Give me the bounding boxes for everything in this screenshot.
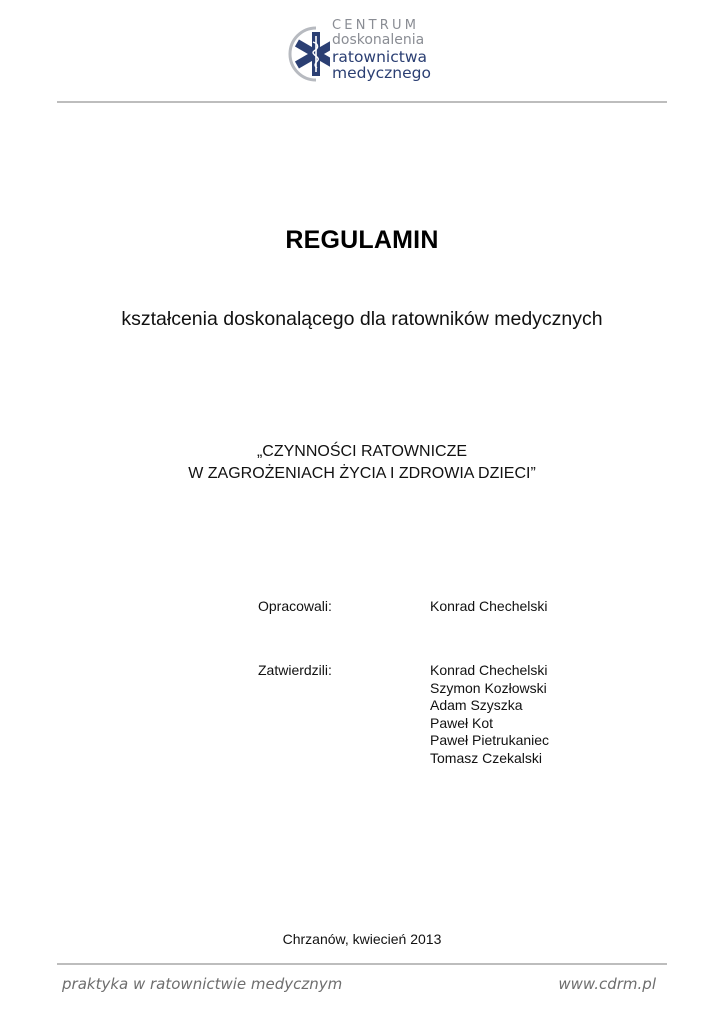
prepared-by-name: Konrad Chechelski [430,598,548,614]
star-of-life-caduceus-icon [286,22,330,84]
logo-line-medycznego: medycznego [332,64,431,82]
logo-text [332,18,448,81]
place-and-date: Chrzanów, kwiecień 2013 [282,931,442,947]
approved-by-name: Paweł Kot [430,714,494,731]
prepared-by-label: Opracowali: [258,598,332,614]
document-title: REGULAMIN [285,226,439,254]
course-title [0,441,724,485]
cdrm-logo [286,18,446,90]
course-title-line-1: „CZYNNOŚCI RATOWNICZE [256,443,468,460]
header-divider [57,101,667,103]
footer-divider [57,963,667,965]
approved-by-name: Szymon Kozłowski [430,679,547,696]
approved-by-label: Zatwierdzili: [258,662,332,678]
logo-line-ratownictwa: ratownictwa [332,48,428,66]
footer-website: www.cdrm.pl [558,975,656,993]
footer-tagline: praktyka w ratownictwie medycznym [62,975,343,993]
document-subtitle: kształcenia doskonalącego dla ratowników medycznych [121,308,603,330]
logo-line-doskonalenia: doskonalenia [332,32,425,48]
prepared-by-list [430,598,548,616]
approved-by-name: Adam Szyszka [430,697,523,713]
logo-line-centrum: CENTRUM [332,18,420,33]
approved-by-name: Konrad Chechelski [430,662,548,678]
approved-by-list [430,662,549,767]
approved-by-name: Paweł Pietrukaniec [430,732,550,748]
approved-by-name: Tomasz Czekalski [430,749,543,766]
course-title-line-2: W ZAGROŻENIACH ŻYCIA I ZDROWIA DZIECI” [188,465,536,482]
